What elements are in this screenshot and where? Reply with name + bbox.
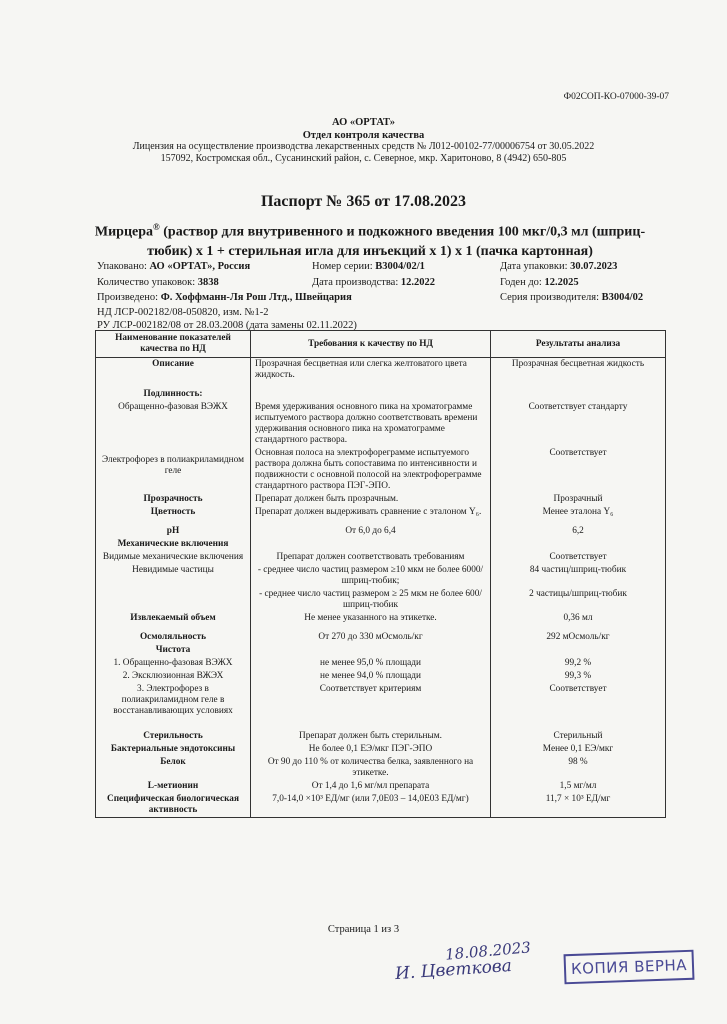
table-cell: 1,5 мг/мл <box>491 780 666 793</box>
table-row <box>96 447 666 493</box>
column-header-results: Результаты анализа <box>491 331 666 358</box>
package-count: Количество упаковок: 3838 <box>97 277 219 288</box>
handwritten-signature: И. Цветкова <box>394 955 513 985</box>
table-cell: Не менее указанного на этикетке. <box>251 612 491 625</box>
table-cell: Не более 0,1 ЕЭ/мкг ПЭГ-ЭПО <box>251 743 491 756</box>
table-cell: Менее 0,1 ЕЭ/мкг <box>491 743 666 756</box>
table-cell: Специфическая биологическая активность <box>96 793 251 818</box>
table-cell: Извлекаемый объем <box>96 612 251 625</box>
department-name: Отдел контроля качества <box>302 130 425 141</box>
product-brand: Мирцера <box>94 224 154 240</box>
table-cell: Соответствует <box>491 683 666 718</box>
table-cell <box>491 644 666 657</box>
table-row <box>96 551 666 564</box>
table-row <box>96 506 666 519</box>
passport-title: Паспорт № 365 от 17.08.2023 <box>260 193 467 210</box>
table-cell: не менее 94,0 % площади <box>251 670 491 683</box>
table-cell: 7,0-14,0 ×10³ ЕД/мг (или 7,0Е03 – 14,0Е03 ЕД/мг) <box>251 793 491 818</box>
table-cell: Стерильный <box>491 730 666 743</box>
table-cell: Менее эталона Y₆ <box>491 506 666 519</box>
table-cell: 99,3 % <box>491 670 666 683</box>
table-cell: Прозрачная бесцветная или слегка желтоватого цвета жидкость. <box>251 358 491 383</box>
table-cell <box>96 588 251 612</box>
column-header-requirements: Требования к качеству по НД <box>251 331 491 358</box>
table-cell: Бактериальные эндотоксины <box>96 743 251 756</box>
table-cell: 292 мОсмоль/кг <box>491 631 666 644</box>
table-row <box>96 780 666 793</box>
table-row <box>96 358 666 383</box>
table-cell: Чистота <box>96 644 251 657</box>
table-cell: Соответствует стандарту <box>491 401 666 447</box>
table-row <box>96 756 666 780</box>
table-row <box>96 525 666 538</box>
table-cell: pH <box>96 525 251 538</box>
table-row <box>96 493 666 506</box>
table-cell: не менее 95,0 % площади <box>251 657 491 670</box>
table-cell: Препарат должен быть прозрачным. <box>251 493 491 506</box>
production-date: Дата производства: 12.2022 <box>312 277 436 288</box>
table-cell: Прозрачность <box>96 493 251 506</box>
table-cell: 3. Электрофорез в полиакриламидном геле в восстанавливающих условиях <box>96 683 251 718</box>
table-cell: Препарат должен соответствовать требованиям <box>251 551 491 564</box>
table-cell: Основная полоса на электрофореграмме испытуемого раствора должна быть сопоставима по интенсивности и подвижности с основной полосой на электрофореграмме стандартного раствора ПЭГ-ЭПО. <box>251 447 491 493</box>
table-row <box>96 670 666 683</box>
address-line: 157092, Костромская обл., Сусанинский район, с. Северное, мкр. Харитоново, 8 (4942) 650-805 <box>160 153 567 164</box>
table-cell: Невидимые частицы <box>96 564 251 588</box>
table-row <box>96 743 666 756</box>
table-cell: 1. Обращенно-фазовая ВЭЖХ <box>96 657 251 670</box>
table-row <box>96 388 666 401</box>
table-cell <box>251 538 491 551</box>
table-cell <box>491 718 666 730</box>
table-cell: 99,2 % <box>491 657 666 670</box>
table-row <box>96 588 666 612</box>
table-cell: Белок <box>96 756 251 780</box>
table-cell <box>251 388 491 401</box>
table-cell: Соответствует <box>491 551 666 564</box>
table-cell: От 6,0 до 6,4 <box>251 525 491 538</box>
registration-certificate: РУ ЛСР-002182/08 от 28.03.2008 (дата замены 02.11.2022) <box>97 320 357 331</box>
license-line: Лицензия на осуществление производства лекарственных средств № Л012-00102-77/00006754 от 30.05.2022 <box>132 141 595 152</box>
table-cell: Соответствует критериям <box>251 683 491 718</box>
table-row <box>96 793 666 818</box>
table-cell: 84 частиц/шприц-тюбик <box>491 564 666 588</box>
table-cell: Цветность <box>96 506 251 519</box>
table-cell: Видимые механические включения <box>96 551 251 564</box>
table-cell: 11,7 × 10³ ЕД/мг <box>491 793 666 818</box>
producer-series: Серия производителя: В3004/02 <box>500 292 644 303</box>
table-cell: Время удерживания основного пика на хроматограмме испытуемого раствора должно соответствовать времени удерживания основного пика на хроматограмме стандартного раствора. <box>251 401 491 447</box>
registered-mark: ® <box>153 222 160 232</box>
table-cell <box>251 718 491 730</box>
table-row <box>96 538 666 551</box>
table-cell: Механические включения <box>96 538 251 551</box>
table-cell: 2. Эксклюзионная ВЖЭХ <box>96 670 251 683</box>
table-cell: Прозрачный <box>491 493 666 506</box>
page-number: Страница 1 из 3 <box>327 924 400 935</box>
pack-date: Дата упаковки: 30.07.2023 <box>500 261 618 272</box>
table-row <box>96 644 666 657</box>
normative-document: НД ЛСР-002182/08-050820, изм. №1-2 <box>97 307 269 318</box>
table-cell: Соответствует <box>491 447 666 493</box>
table-cell: 0,36 мл <box>491 612 666 625</box>
table-cell: Прозрачная бесцветная жидкость <box>491 358 666 383</box>
table-cell: - среднее число частиц размером ≥10 мкм не более 6000/шприц-тюбик; <box>251 564 491 588</box>
handwritten-date: 18.08.2023 <box>444 938 532 964</box>
product-description: (раствор для внутривенного и подкожного введения 100 мкг/0,3 мл (шприц-тюбик) х 1 + стерильная игла для инъекций х 1) х 1 (пачка картонная) <box>147 224 646 259</box>
table-cell: Препарат должен быть стерильным. <box>251 730 491 743</box>
table-row <box>96 564 666 588</box>
series-number: Номер серии: В3004/02/1 <box>312 261 425 272</box>
product-name <box>80 218 660 261</box>
table-cell: - среднее число частиц размером ≥ 25 мкм не более 600/шприц-тюбик <box>251 588 491 612</box>
quality-table <box>95 330 666 818</box>
table-cell <box>96 718 251 730</box>
table-row <box>96 401 666 447</box>
packed-by: Упаковано: АО «ОРТАТ», Россия <box>97 261 251 272</box>
table-cell: Электрофорез в полиакриламидном геле <box>96 447 251 493</box>
table-cell: Подлинность: <box>96 388 251 401</box>
table-cell: L-метионин <box>96 780 251 793</box>
table-row <box>96 683 666 718</box>
table-cell: Осмоляльность <box>96 631 251 644</box>
table-cell <box>491 388 666 401</box>
organization-name: АО «ОРТАТ» <box>332 117 395 128</box>
table-cell: От 1,4 до 1,6 мг/мл препарата <box>251 780 491 793</box>
table-header <box>96 331 666 358</box>
table-cell: Стерильность <box>96 730 251 743</box>
table-cell <box>491 538 666 551</box>
table-cell: 98 % <box>491 756 666 780</box>
table-row <box>96 730 666 743</box>
table-row <box>96 631 666 644</box>
table-cell <box>251 644 491 657</box>
table-cell: 2 частицы/шприц-тюбик <box>491 588 666 612</box>
table-cell: Обращенно-фазовая ВЭЖХ <box>96 401 251 447</box>
document-code: Ф02СОП-КО-07000-39-07 <box>563 92 669 102</box>
table-cell: Описание <box>96 358 251 383</box>
expiry-date: Годен до: 12.2025 <box>500 277 579 288</box>
table-cell: От 270 до 330 мОсмоль/кг <box>251 631 491 644</box>
table-row <box>96 657 666 670</box>
column-header-parameter: Наименование показателей качества по НД <box>96 331 251 358</box>
table-row <box>96 612 666 625</box>
producer: Произведено: Ф. Хоффманн-Ля Рош Лтд., Швейцария <box>97 292 352 303</box>
table-cell: 6,2 <box>491 525 666 538</box>
copy-certified-stamp: КОПИЯ ВЕРНА <box>564 950 695 985</box>
table-cell: Препарат должен выдерживать сравнение с эталоном Y₆. <box>251 506 491 519</box>
table-cell: От 90 до 110 % от количества белка, заявленного на этикетке. <box>251 756 491 780</box>
